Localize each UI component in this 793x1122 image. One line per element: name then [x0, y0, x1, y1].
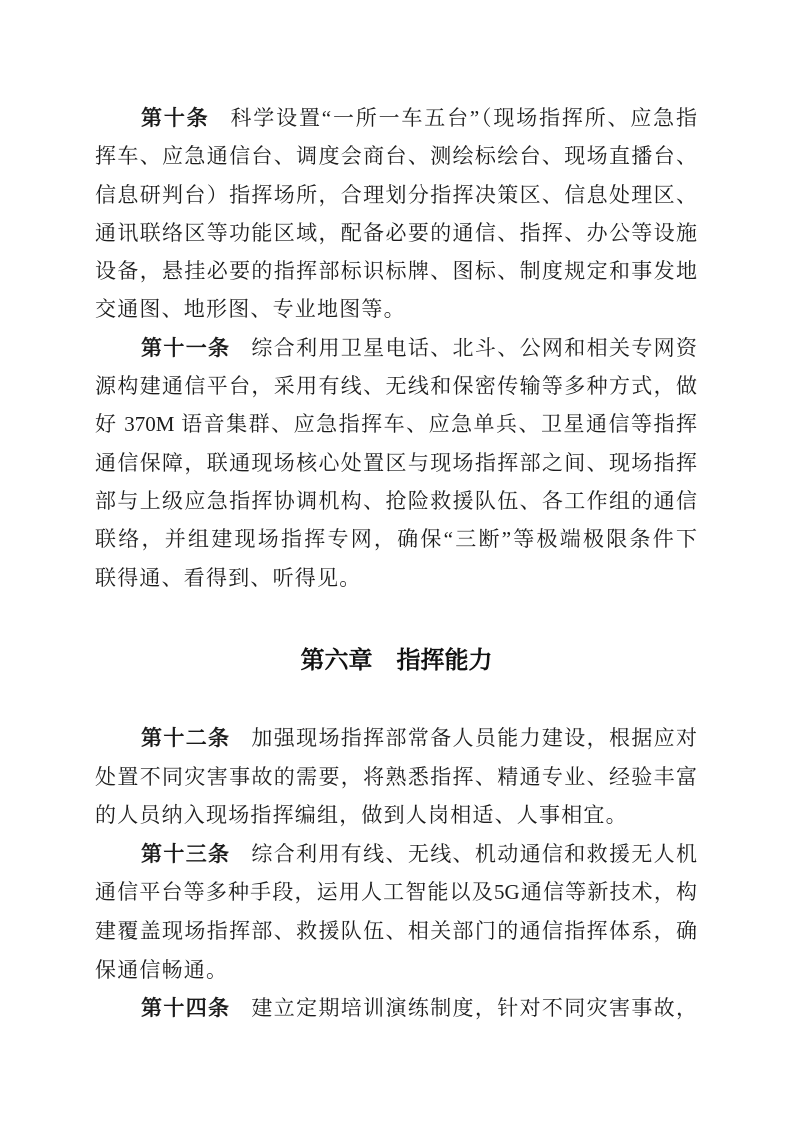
chapter-heading: 第六章 指挥能力 — [300, 647, 493, 674]
article-14-opening-text: 建立定期培训演练制度，针对不同灾害事故， — [251, 996, 698, 1021]
text-line: 通讯联络区等功能区域，配备必要的通信、指挥、办公等设施 — [95, 220, 697, 245]
article-12-opening-text: 加强现场指挥部常备人员能力建设，根据应对 — [251, 726, 698, 750]
text-line: 挥车、应急通信台、调度会商台、测绘标绘台、现场直播台、 — [95, 144, 697, 169]
text-line: 信息研判台）指挥场所，合理划分指挥决策区、信息处理区、 — [95, 182, 697, 207]
article-13-opening-text: 综合利用有线、无线、机动通信和救援无人机 — [251, 841, 698, 866]
article-10-opening-line — [95, 99, 697, 137]
article-14-opening-line — [95, 989, 697, 1028]
article-11-opening-text: 综合利用卫星电话、北斗、公网和相关专网资 — [251, 335, 698, 360]
article-10-number: 第十条 — [141, 106, 210, 130]
article-11-closing-line: 联得通、看得到、听得见。 — [95, 565, 362, 590]
article-14-number: 第十四条 — [141, 996, 231, 1021]
article-10-paragraph — [95, 99, 697, 329]
article-12-closing-line: 的人员纳入现场指挥编组，做到人岗相适、人事相宜。 — [95, 803, 628, 828]
articles-section-top — [95, 99, 697, 597]
text-line: 设备，悬挂必要的指挥部标识标牌、图标、制度规定和事发地 — [95, 259, 697, 284]
article-13-opening-line — [95, 835, 697, 874]
text-line: 建覆盖现场指挥部、救援队伍、相关部门的通信指挥体系，确 — [95, 918, 697, 943]
text-line: 源构建通信平台，采用有线、无线和保密传输等多种方式，做 — [95, 374, 697, 399]
article-12-opening-line — [95, 719, 697, 758]
article-10-opening-text: 科学设置“一所一车五台”（现场指挥所、应急指 — [230, 106, 698, 130]
text-line: 联络，并组建现场指挥专网，确保“三断”等极端极限条件下 — [95, 527, 697, 552]
text-line: 处置不同灾害事故的需要，将熟悉指挥、精通专业、经验丰富 — [95, 764, 697, 789]
article-12-paragraph — [95, 719, 697, 835]
article-12-number: 第十二条 — [141, 726, 231, 750]
articles-section-bottom — [95, 719, 697, 1028]
text-line: 好 370M 语音集群、应急指挥车、应急单兵、卫星通信等指挥 — [95, 412, 697, 437]
text-line: 部与上级应急指挥协调机构、抢险救援队伍、各工作组的通信 — [95, 488, 697, 513]
text-line: 通信平台等多种手段，运用人工智能以及5G通信等新技术，构 — [95, 880, 697, 905]
article-13-paragraph — [95, 835, 697, 989]
article-11-number: 第十一条 — [141, 335, 231, 360]
article-13-number: 第十三条 — [141, 841, 231, 866]
article-11-paragraph — [95, 329, 697, 597]
text-line: 通信保障，联通现场核心处置区与现场指挥部之间、现场指挥 — [95, 450, 697, 475]
article-14-paragraph — [95, 989, 697, 1028]
article-10-closing-line: 交通图、地形图、专业地图等。 — [95, 297, 406, 322]
article-11-opening-line — [95, 329, 697, 367]
article-13-closing-line: 保通信畅通。 — [95, 957, 229, 982]
